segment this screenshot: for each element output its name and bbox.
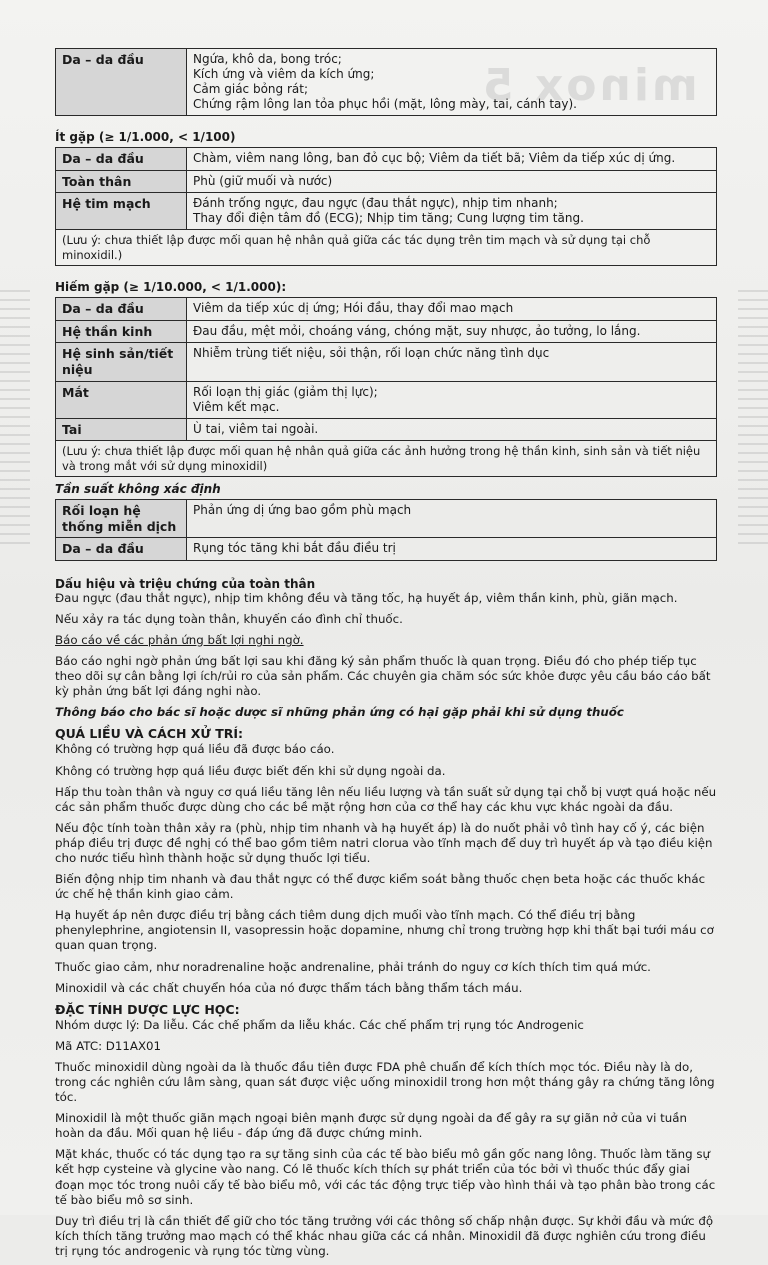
effect-line: Rụng tóc tăng khi bắt đầu điều trị [193, 541, 396, 556]
effects-cell [187, 193, 717, 230]
effects-cell [187, 381, 717, 418]
systemic-symptoms: Đau ngực (đau thắt ngực), nhịp tim không đều và tăng tốc, hạ huyết áp, viêm thần kinh, phù, giãn mạch. [55, 590, 678, 605]
overdose-paragraph: Minoxidil và các chất chuyển hóa của nó được thẩm tách bằng thẩm tách máu. [55, 980, 523, 995]
left-show-through [0, 290, 30, 550]
overdose-paragraph: Không có trường hợp quá liều đã được báo cáo. [55, 742, 335, 757]
table-row [56, 381, 717, 418]
uncommon-heading: Ít gặp (≥ 1/1.000, < 1/100) [55, 130, 236, 144]
report-heading: Báo cáo về các phản ứng bất lợi nghi ngờ. [55, 632, 304, 647]
effect-line: Đánh trống ngực, đau ngực (đau thắt ngực), nhịp tim nhanh; [193, 196, 558, 211]
pharmacodynamics-section [55, 1018, 720, 1259]
common-effects-table [55, 48, 717, 116]
effect-line: Viêm da tiếp xúc dị ứng; Hói đầu, thay đổi mao mạch [193, 301, 514, 315]
leaflet-content [55, 48, 720, 1265]
table-row [56, 49, 717, 116]
category-cell: Da – da đầu [56, 148, 187, 171]
effects-cell [187, 418, 717, 441]
effects-cell [187, 298, 717, 321]
report-text: Báo cáo nghi ngờ phản ứng bất lợi sau khi đăng ký sản phẩm thuốc là quan trọng. Điều đó cho phép tiếp tục theo dõi sự cân bằng lợi ích/rủi ro của sản phẩm. Các chuyên gia chăm sóc sức khỏe được yêu cầu báo cáo bất kỳ phản ứng bất lợi đáng nghi nào. [55, 654, 711, 699]
pharmacodynamics-paragraph: Duy trì điều trị là cần thiết để giữ cho tóc tăng trưởng với các thông số chấp nhận được. Sự khởi đầu và mức độ kích thích tăng trưởng mao mạch có thể khác nhau giữa các cá nhân. Minoxidil đã được nghiên cứu trong điều trị rụng tóc androgenic và rụng tóc từng vùng. [55, 1213, 714, 1258]
pharmacodynamics-paragraph: Nhóm dược lý: Da liễu. Các chế phẩm da liễu khác. Các chế phẩm trị rụng tóc Androgenic [55, 1017, 584, 1032]
effects-cell [187, 148, 717, 171]
category-cell: Tai [56, 418, 187, 441]
category-cell: Da – da đầu [56, 298, 187, 321]
table-note: (Lưu ý: chưa thiết lập được mối quan hệ nhân quả giữa các tác dụng trên tim mạch và sử dụng tại chỗ minoxidil.) [56, 230, 717, 266]
overdose-paragraph: Không có trường hợp quá liều được biết đến khi sử dụng ngoài da. [55, 763, 446, 778]
systemic-heading: Dấu hiệu và triệu chứng của toàn thân [55, 576, 316, 591]
table-row [56, 148, 717, 171]
effect-line: Chứng rậm lông lan tỏa phục hồi (mặt, lông mày, tai, cánh tay). [193, 97, 577, 111]
pharmacodynamics-paragraph: Minoxidil là một thuốc giãn mạch ngoại biên mạnh được sử dụng ngoài da để gây ra sự giãn nở của vi tuần hoàn da đầu. Mối quan hệ liều - đáp ứng đã được chứng minh. [55, 1111, 687, 1141]
effect-line: Chàm, viêm nang lông, ban đỏ cục bộ; Viêm da tiết bã; Viêm da tiếp xúc dị ứng. [193, 151, 676, 165]
category-cell: Hệ sinh sản/tiết niệu [56, 343, 187, 381]
effects-cell [187, 499, 717, 537]
pharmacodynamics-paragraph: Mặt khác, thuốc có tác dụng tạo ra sự tăng sinh của các tế bào biểu mô gần gốc nang lông. Thuốc làm tăng sự kết hợp cysteine và glycine vào nang. Có lẽ thuốc kích thích sự phát triển của tóc bởi vì thuốc thúc đẩy giai đoạn mọc tóc trong nuôi cấy tế bào biểu mô, với các tác động trực tiếp vào hình thái và tạo phân bào trong các tế bào biểu mô sơ sinh. [55, 1147, 716, 1207]
overdose-paragraph: Biến động nhịp tim nhanh và đau thắt ngực có thể được kiểm soát bằng thuốc chẹn beta hoặc các thuốc khác ức chế hệ thần kinh giao cảm. [55, 872, 706, 902]
category-cell: Hệ thần kinh [56, 320, 187, 343]
uncommon-effects-table [55, 147, 717, 266]
table-row [56, 170, 717, 193]
table-row [56, 320, 717, 343]
right-show-through [738, 290, 768, 550]
table-row [56, 193, 717, 230]
table-note-row [56, 230, 717, 266]
table-note: (Lưu ý: chưa thiết lập được mối quan hệ nhân quả giữa các ảnh hưởng trong hệ thần kinh, sinh sản và tiết niệu và trong mắt với sử dụng minoxidil) [56, 441, 717, 477]
rare-heading: Hiếm gặp (≥ 1/10.000, < 1/1.000): [55, 280, 287, 294]
effects-cell [187, 343, 717, 381]
effects-cell [187, 49, 717, 116]
pharmacodynamics-paragraph: Thuốc minoxidil dùng ngoài da là thuốc đầu tiên được FDA phê chuẩn để kích thích mọc tóc. Điều này là do, trong các nghiên cứu lâm sàng, quan sát được việc uống minoxidil trong hơn một tháng gây ra chứng tăng lông tóc. [55, 1059, 715, 1105]
category-cell: Da – da đầu [56, 538, 187, 561]
table-row [56, 499, 717, 537]
pharmacodynamics-paragraph: Mã ATC: D11AX01 [55, 1038, 162, 1053]
table-row [56, 298, 717, 321]
effects-cell [187, 320, 717, 343]
rare-effects-table [55, 297, 717, 477]
effect-line: Viêm kết mạc. [193, 399, 280, 414]
effects-cell [187, 170, 717, 193]
overdose-paragraph: Nếu độc tính toàn thân xảy ra (phù, nhịp tim nhanh và hạ huyết áp) là do nuốt phải vô tình hay cố ý, các biện pháp điều trị được đề nghị có thể bao gồm tiêm natri clorua vào tĩnh mạch để duy trì huyết áp và tạo điều kiện cho nước tiểu hình thành hoặc sử dụng thuốc lợi tiểu. [55, 820, 713, 865]
category-cell: Da – da đầu [56, 49, 187, 116]
effect-line: Thay đổi điện tâm đồ (ECG); Nhịp tim tăng; Cung lượng tim tăng. [193, 211, 584, 226]
effects-cell [187, 538, 717, 561]
table-row [56, 538, 717, 561]
category-cell: Hệ tim mạch [56, 193, 187, 230]
category-cell: Toàn thân [56, 170, 187, 193]
effect-line: Ù tai, viêm tai ngoài. [193, 421, 319, 436]
overdose-paragraph: Hấp thu toàn thân và nguy cơ quá liều tăng lên nếu liều lượng và tần suất sử dụng tại chỗ bị vượt quá hoặc nếu các sản phẩm thuốc được dùng cho các bề mặt rộng hơn của cơ thể hay các khu vực khác ngoài da đầu. [55, 784, 717, 814]
table-row [56, 343, 717, 381]
effect-line: Nhiễm trùng tiết niệu, sỏi thận, rối loạn chức năng tình dục [193, 346, 550, 361]
category-cell: Mắt [56, 381, 187, 418]
systemic-advice: Nếu xảy ra tác dụng toàn thân, khuyến cáo đình chỉ thuốc. [55, 611, 403, 626]
effect-line: Đau đầu, mệt mỏi, choáng váng, chóng mặt, suy nhược, ảo tưởng, lo lắng. [193, 323, 641, 338]
overdose-heading: QUÁ LIỀU VÀ CÁCH XỬ TRÍ: [55, 726, 243, 742]
table-row [56, 418, 717, 441]
effect-line: Phù (giữ muối và nước) [193, 173, 333, 188]
category-cell: Rối loạn hệ thống miễn dịch [56, 499, 187, 537]
table-note-row [56, 441, 717, 477]
effect-line: Kích ứng và viêm da kích ứng; [193, 67, 375, 81]
doctor-notice: Thông báo cho bác sĩ hoặc dược sĩ những phản ứng có hại gặp phải khi sử dụng thuốc [55, 705, 624, 720]
overdose-section [55, 742, 720, 995]
overdose-paragraph: Hạ huyết áp nên được điều trị bằng cách tiêm dung dịch muối vào tĩnh mạch. Có thể điều trị bằng phenylephrine, angiotensin II, vasopressin hoặc dopamine, nhưng chỉ trong trường hợp khi thất bại tưới máu cơ quan quan trọng. [55, 908, 714, 953]
overdose-paragraph: Thuốc giao cảm, như noradrenaline hoặc andrenaline, phải tránh do nguy cơ kích thích tim quá mức. [55, 959, 651, 974]
unknown-frequency-heading: Tần suất không xác định [55, 481, 221, 496]
show-through-watermark: minox 5 [480, 60, 698, 111]
effect-line: Cảm giác bỏng rát; [193, 82, 308, 96]
pharmacodynamics-heading: ĐẶC TÍNH DƯỢC LỰC HỌC: [55, 1001, 240, 1017]
unknown-frequency-table [55, 499, 717, 561]
effect-line: Ngứa, khô da, bong tróc; [193, 52, 342, 66]
effect-line: Rối loạn thị giác (giảm thị lực); [193, 384, 378, 399]
effect-line: Phản ứng dị ứng bao gồm phù mạch [193, 502, 412, 517]
